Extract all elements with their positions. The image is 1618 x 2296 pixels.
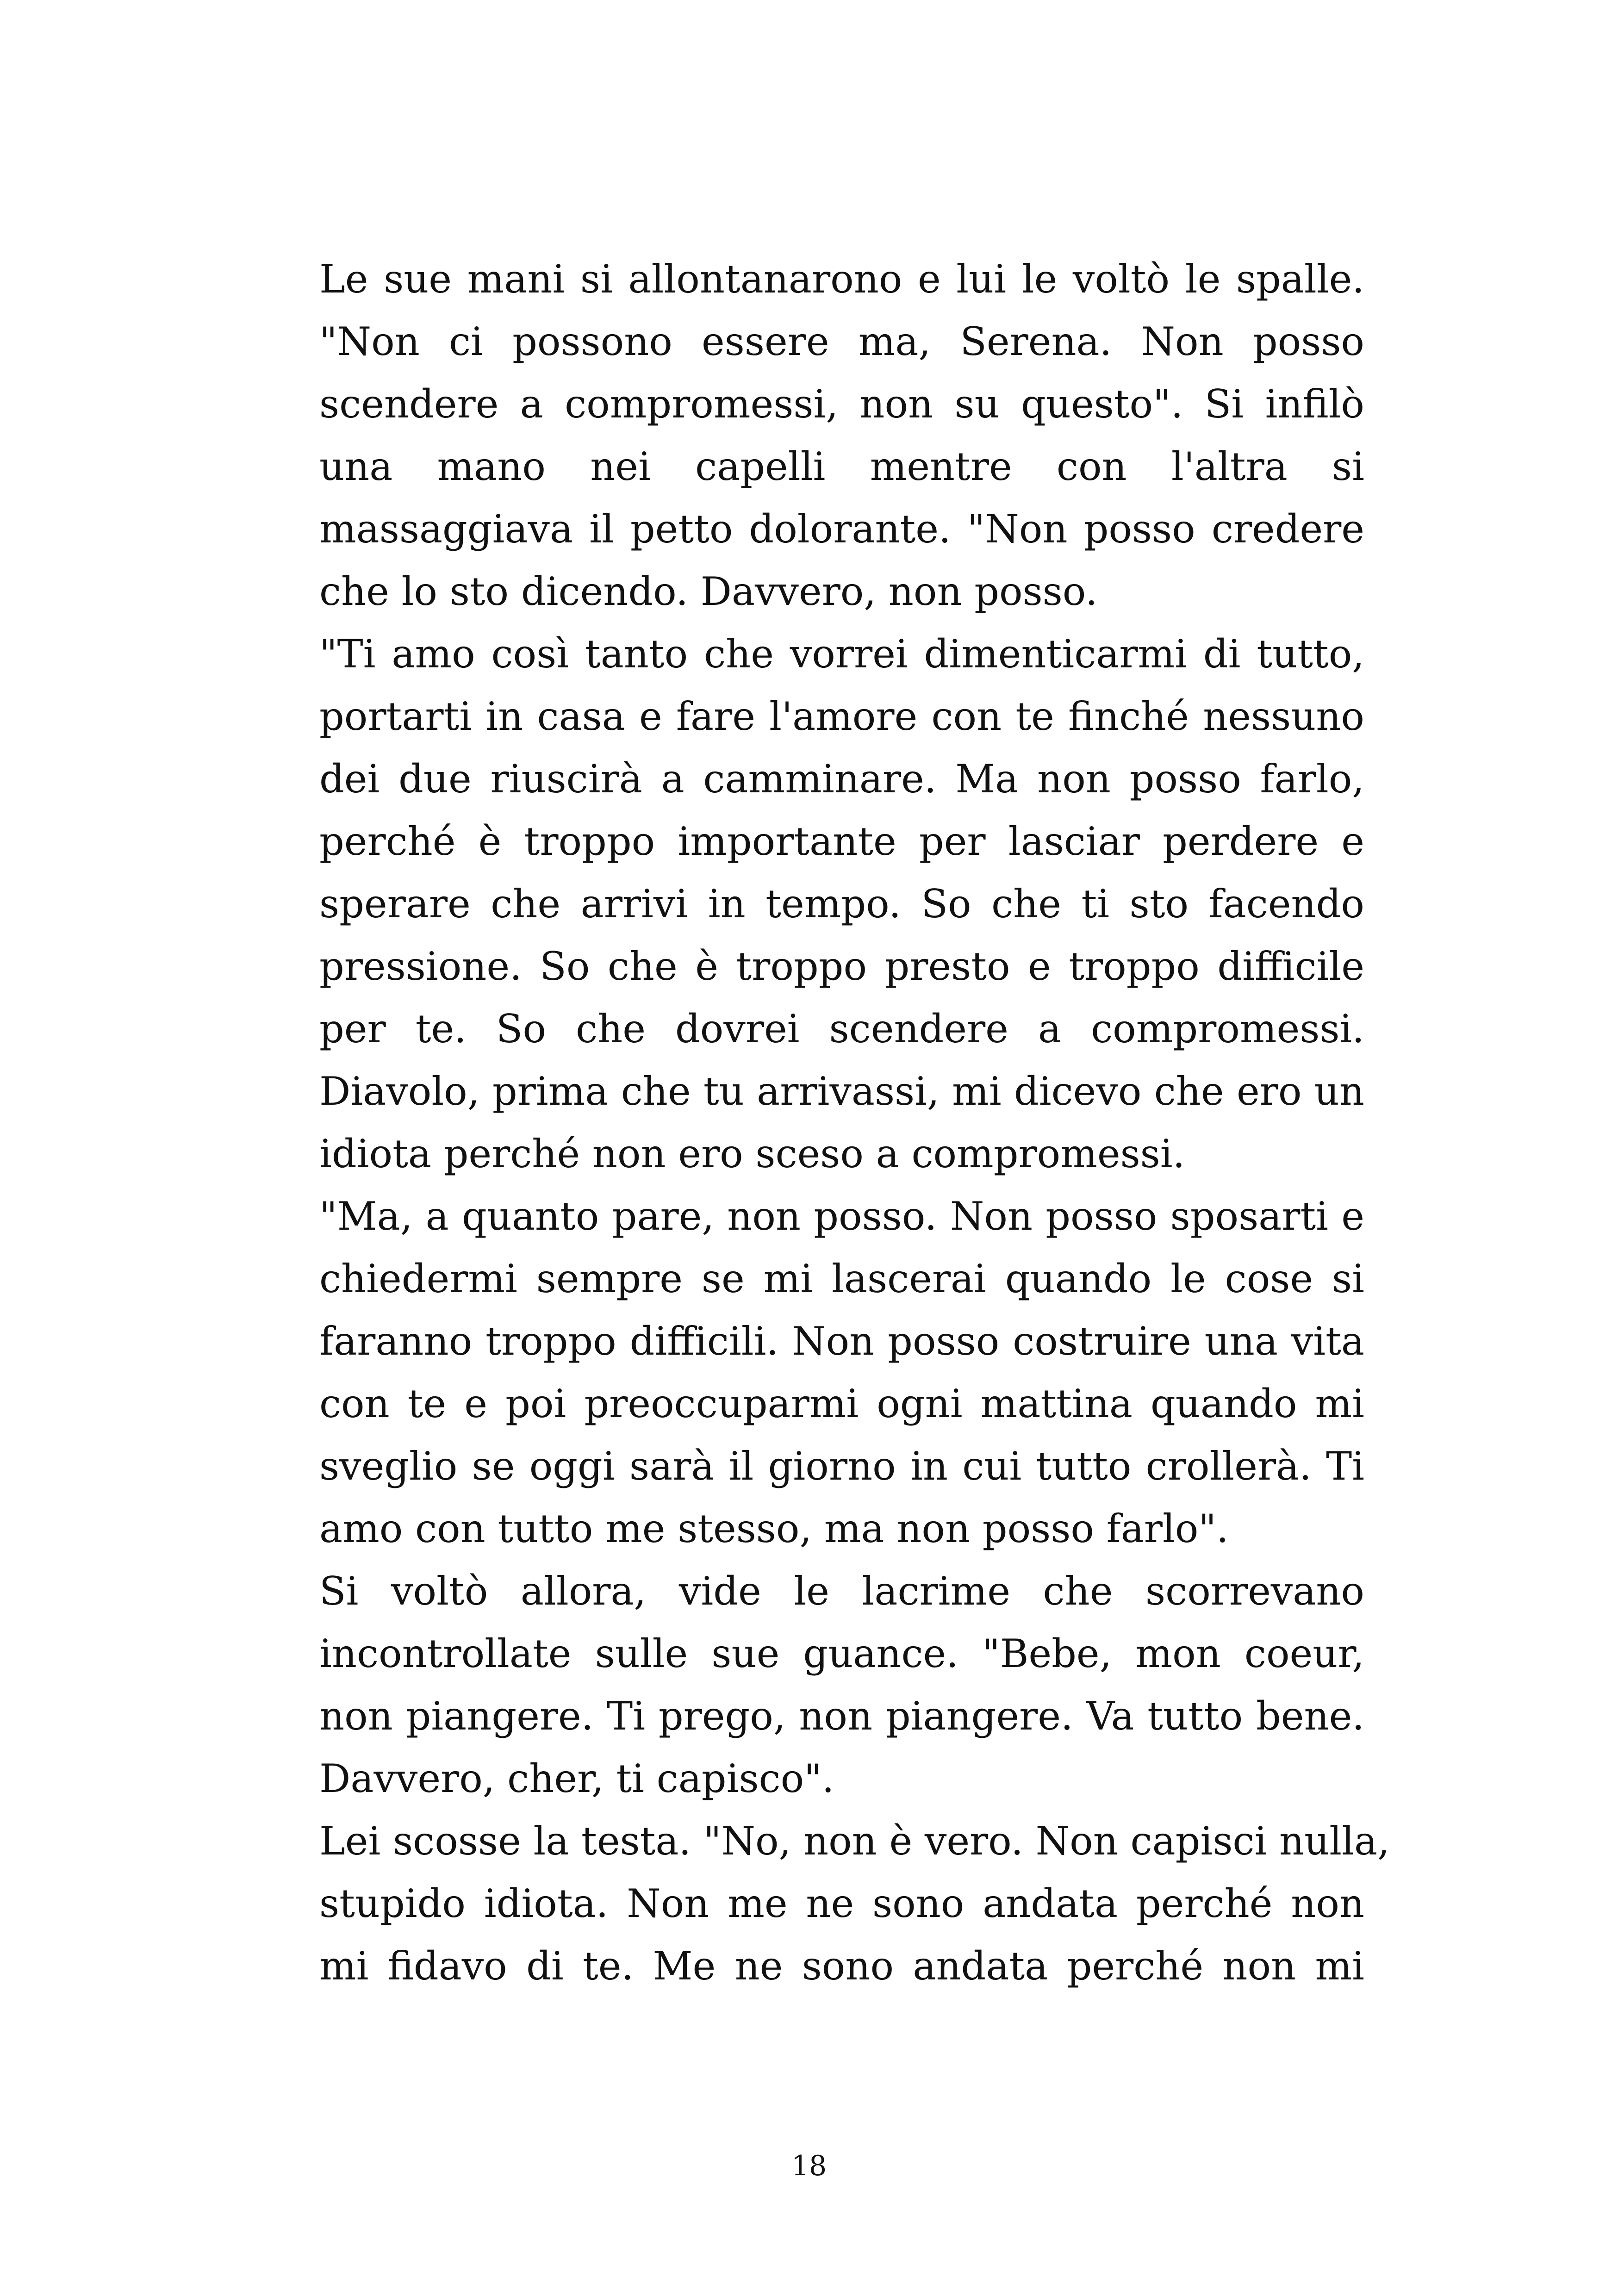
text-line: Davvero, cher, ti capisco".: [319, 1756, 834, 1801]
text-line: per te. So che dovrei scendere a compromessi.: [319, 1006, 1364, 1052]
text-line: idiota perché non ero sceso a compromessi.: [319, 1131, 1185, 1176]
text-line: Si voltò allora, vide le lacrime che scorrevano: [319, 1568, 1364, 1614]
text-line: "Ti amo così tanto che vorrei dimenticarmi di tutto,: [319, 631, 1364, 677]
text-line: perché è troppo importante per lasciar perdere e: [319, 819, 1364, 864]
text-line: chiedermi sempre se mi lascerai quando le cose si: [319, 1256, 1364, 1301]
text-line: pressione. So che è troppo presto e troppo difficile: [319, 944, 1364, 989]
text-line: non piangere. Ti prego, non piangere. Va tutto bene.: [319, 1693, 1364, 1739]
text-line: "Ma, a quanto pare, non posso. Non posso sposarti e: [319, 1194, 1364, 1239]
text-line: con te e poi preoccuparmi ogni mattina quando mi: [319, 1381, 1364, 1426]
text-line: sveglio se oggi sarà il giorno in cui tutto crollerà. Ti: [319, 1444, 1364, 1489]
body-text: [319, 248, 1390, 1997]
text-line: dei due riuscirà a camminare. Ma non posso farlo,: [319, 756, 1364, 802]
text-line: sperare che arrivi in tempo. So che ti sto facendo: [319, 881, 1364, 927]
page-number: 18: [791, 2150, 827, 2182]
text-line: scendere a compromessi, non su questo". Si infilò: [319, 381, 1364, 427]
text-line: Diavolo, prima che tu arrivassi, mi dicevo che ero un: [319, 1069, 1364, 1114]
text-line: faranno troppo difficili. Non posso costruire una vita: [319, 1319, 1364, 1364]
text-line: portarti in casa e fare l'amore con te finché nessuno: [319, 694, 1364, 739]
text-line: "Non ci possono essere ma, Serena. Non posso: [319, 319, 1364, 364]
text-line: stupido idiota. Non me ne sono andata perché non: [319, 1881, 1364, 1926]
text-line: una mano nei capelli mentre con l'altra si: [319, 444, 1364, 489]
text-line: massaggiava il petto dolorante. "Non posso credere: [319, 506, 1364, 552]
text-line: amo con tutto me stesso, ma non posso farlo".: [319, 1506, 1229, 1551]
text-line: mi fidavo di te. Me ne sono andata perché non mi: [319, 1943, 1364, 1989]
text-line: che lo sto dicendo. Davvero, non posso.: [319, 569, 1098, 614]
text-line: Le sue mani si allontanarono e lui le voltò le spalle.: [319, 256, 1364, 302]
text-line: incontrollate sulle sue guance. "Bebe, mon coeur,: [319, 1631, 1364, 1676]
text-line: Lei scosse la testa. "No, non è vero. Non capisci nulla,: [319, 1818, 1390, 1864]
